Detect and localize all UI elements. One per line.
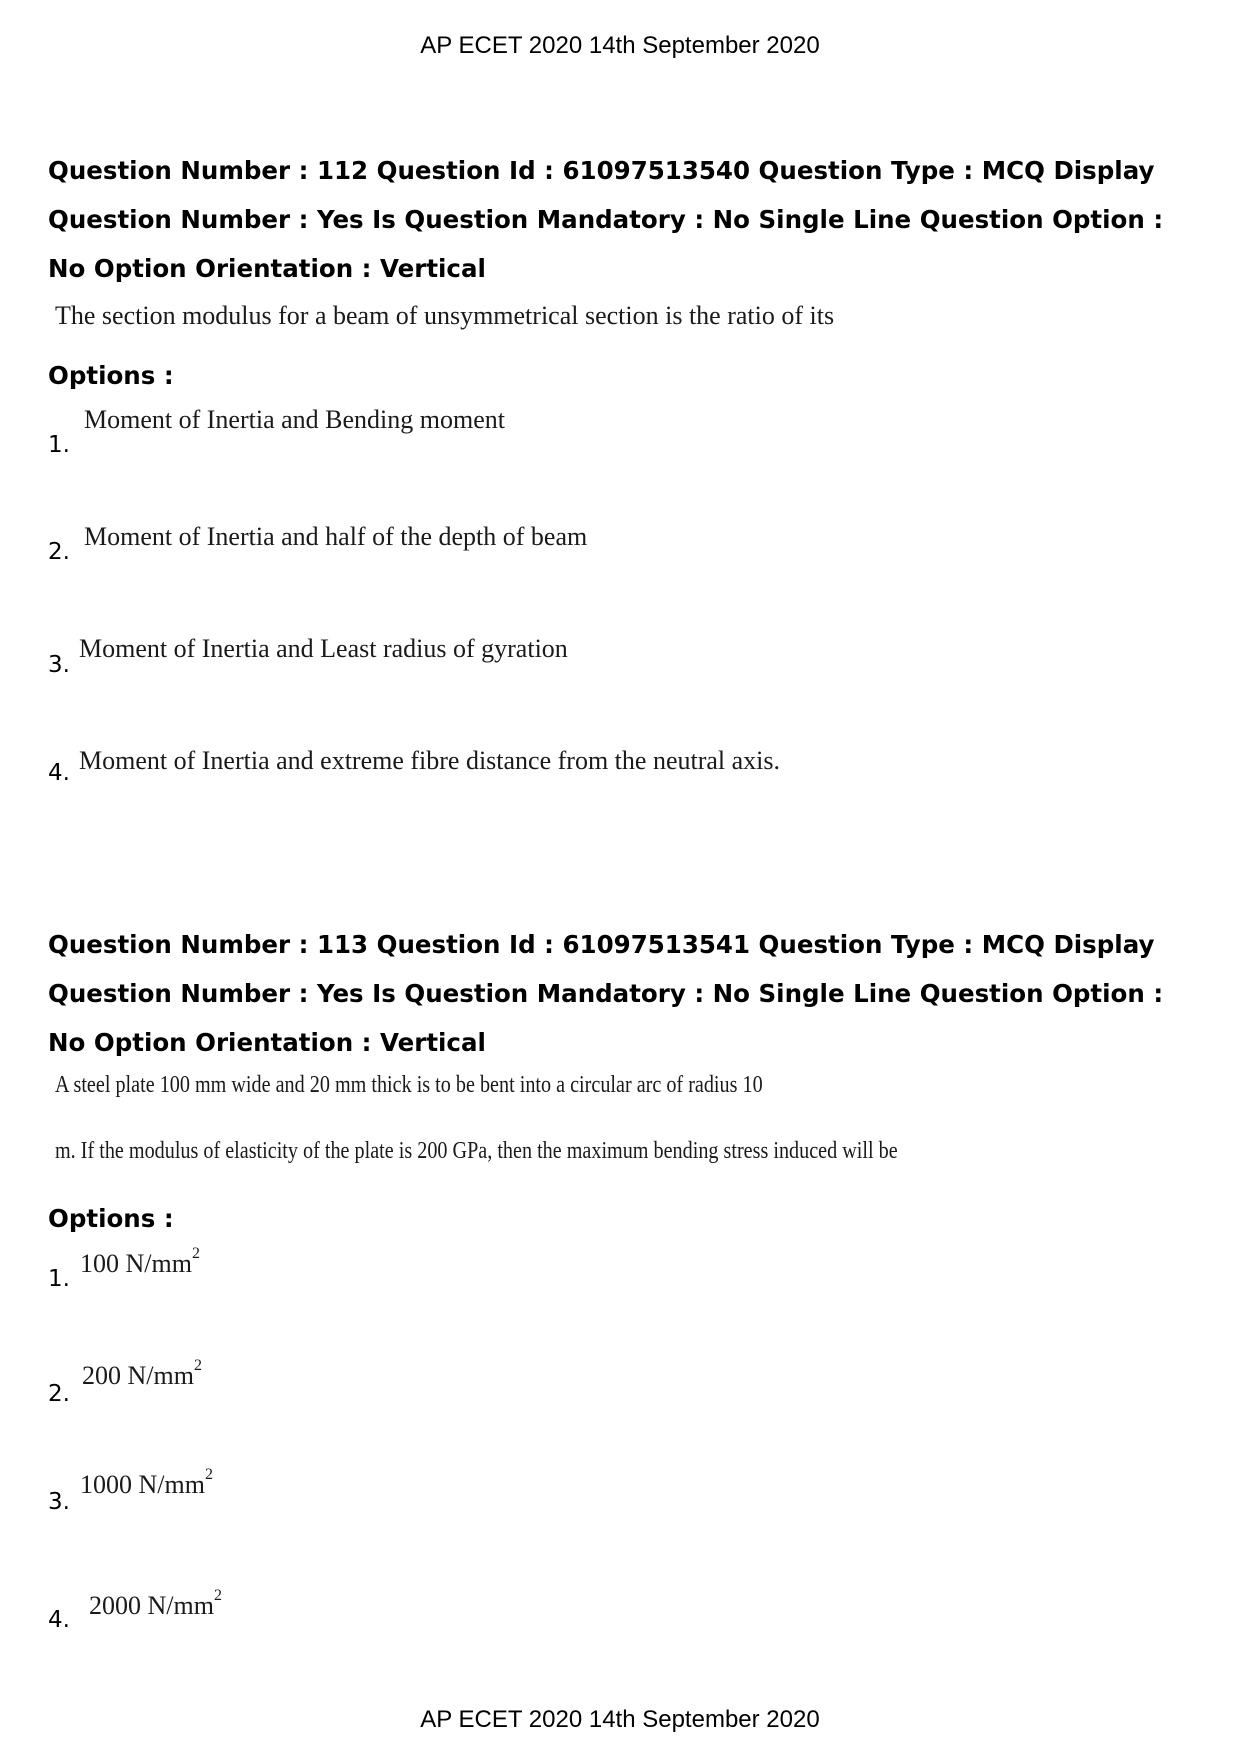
option-number: 1. (48, 432, 70, 458)
question-113-text-line-2: m. If the modulus of elasticity of the plate is 200 GPa, then the maximum bending stress induced will be (55, 1138, 898, 1164)
option-exponent: 2 (213, 1587, 222, 1604)
option-number: 1. (48, 1266, 70, 1292)
option-text (82, 1357, 202, 1391)
option-text (80, 1245, 200, 1279)
option-value: 200 N/mm (82, 1361, 194, 1390)
option-number: 2. (48, 539, 70, 565)
option-value: 2000 N/mm (89, 1591, 214, 1620)
question-113-text-line-1: A steel plate 100 mm wide and 20 mm thick is to be bent into a circular arc of radius 10 (55, 1072, 763, 1098)
option-value: 100 N/mm (80, 1249, 192, 1278)
option-exponent: 2 (191, 1245, 200, 1262)
option-number: 4. (48, 760, 70, 786)
option-exponent: 2 (193, 1357, 202, 1374)
option-number: 4. (48, 1607, 70, 1633)
option-text: Moment of Inertia and extreme fibre distance from the neutral axis. (79, 746, 781, 775)
question-112-meta: Question Number : 112 Question Id : 61097513540 Question Type : MCQ Display Question Number : Yes Is Question Mandatory : No Single Line Question Option : No Option Orientation : Vertical (48, 156, 1164, 283)
option-number: 2. (48, 1381, 70, 1407)
option-exponent: 2 (204, 1466, 213, 1483)
question-113-meta: Question Number : 113 Question Id : 61097513541 Question Type : MCQ Display Question Number : Yes Is Question Mandatory : No Single Line Question Option : No Option Orientation : Vertical (48, 930, 1164, 1057)
question-113-options-label: Options : (48, 1204, 174, 1233)
option-number: 3. (48, 1489, 70, 1515)
page-footer: AP ECET 2020 14th September 2020 (420, 1706, 820, 1733)
question-112-text: The section modulus for a beam of unsymmetrical section is the ratio of its (55, 301, 835, 330)
question-112-options-label: Options : (48, 361, 174, 390)
option-number: 3. (48, 652, 70, 678)
option-text: Moment of Inertia and Least radius of gyration (79, 634, 568, 663)
option-text (89, 1587, 222, 1621)
option-value: 1000 N/mm (80, 1470, 205, 1499)
option-text: Moment of Inertia and half of the depth of beam (84, 522, 588, 551)
page-header: AP ECET 2020 14th September 2020 (420, 32, 820, 59)
option-text (80, 1466, 213, 1500)
option-text: Moment of Inertia and Bending moment (84, 405, 505, 434)
